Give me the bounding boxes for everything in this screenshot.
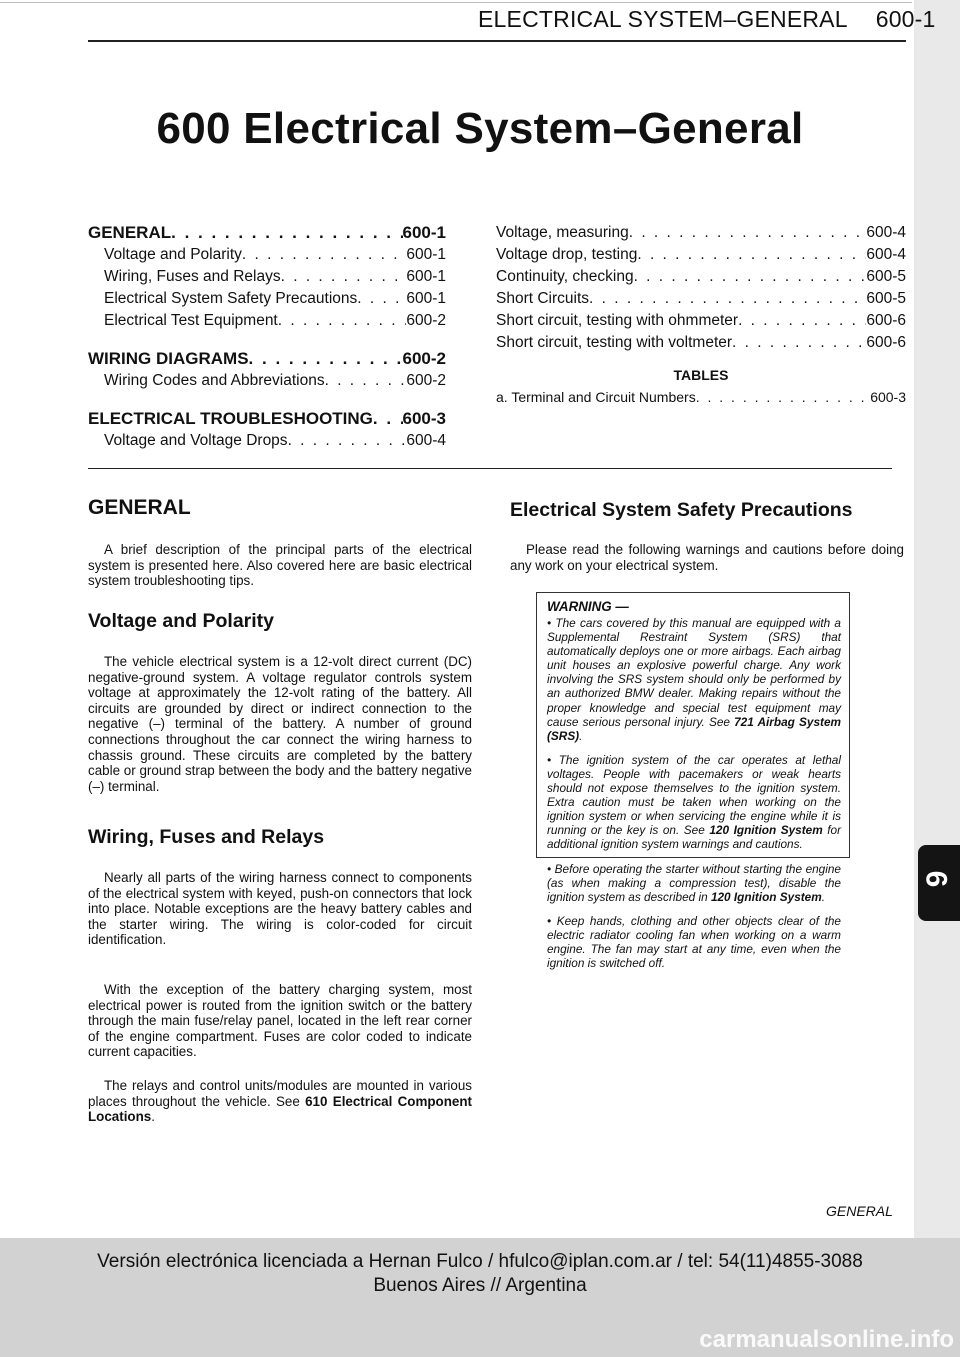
page-title: 600 Electrical System–General: [156, 104, 804, 153]
header-section: ELECTRICAL SYSTEM–GENERAL: [478, 6, 848, 32]
cross-reference[interactable]: 610 Electrical Component Locations: [88, 1093, 472, 1125]
section-heading-general: GENERAL: [88, 496, 191, 519]
top-hairline: [0, 2, 912, 3]
wiring-paragraph-3: The relays and control units/modules are mounted in various places throughout the vehicle. See 610 Electrical Component Locations.: [88, 1078, 472, 1125]
toc-table-entry[interactable]: a. Terminal and Circuit Numbers . . . 600-3: [496, 386, 906, 406]
header-page: 600-1: [875, 6, 936, 32]
warning-title: WARNING —: [547, 599, 629, 614]
warning-item: • Keep hands, clothing and other objects clear of the electric radiator cooling fan when working on a warm engine. The fan may start at any time, even when the ignition is switched off.: [547, 913, 841, 971]
toc-entry[interactable]: WIRING DIAGRAMS . . . 600-2: [88, 348, 446, 370]
chapter-tab-number: 6: [919, 870, 953, 888]
toc-right: [496, 222, 906, 406]
wiring-paragraph-2: With the exception of the battery charging system, most electrical power is routed from the ignition switch or the battery through the main fuse/relay panel, located in the left rear corner of the engine compartment. Fuses are color coded to indicate current capacities.: [88, 982, 472, 1060]
section-divider: [88, 468, 892, 469]
running-header: [478, 6, 936, 33]
general-paragraph: A brief description of the principal parts of the electrical system is presented here. Also covered here are basic electrical system troubleshooting tips.: [88, 542, 472, 589]
toc-entry[interactable]: Continuity, checking . . . 600-5: [496, 266, 906, 288]
toc-entry[interactable]: Electrical System Safety Precautions . . . 600-1: [88, 288, 446, 310]
toc-entry[interactable]: Wiring, Fuses and Relays . . . 600-1: [88, 266, 446, 288]
watermark: carmanualsonline.info: [699, 1326, 954, 1353]
warning-item: • The ignition system of the car operates at lethal voltages. People with pacemakers or weak hearts should not expose themselves to the ignition system. Extra caution must be taken when working on the ignition system or when servicing the engine while it is running or the key is on. See 120 Ignition System for additional ignition system warnings and cautions.: [547, 752, 842, 852]
toc-entry[interactable]: Wiring Codes and Abbreviations . . . 600-2: [88, 370, 446, 392]
warning-item: • The cars covered by this manual are equipped with a Supplemental Restraint System (SRS) that automatically deploys one or more airbags. Each airbag unit houses an explosive powerful charge. Any work involving the SRS system should only be performed by an authorized BMW dealer. Making repairs without the proper knowledge and special test equipment may cause serious personal injury. See 721 Airbag System (SRS).: [547, 616, 841, 743]
toc-entry[interactable]: Voltage and Voltage Drops . . . 600-4: [88, 430, 446, 452]
subheading-wiring-fuses-relays: Wiring, Fuses and Relays: [88, 826, 325, 848]
toc-entry[interactable]: Voltage, measuring . . . 600-4: [496, 222, 906, 244]
subheading-voltage-polarity: Voltage and Polarity: [88, 610, 275, 632]
toc-entry[interactable]: GENERAL . . . 600-1: [88, 222, 446, 244]
license-line-2: Buenos Aires // Argentina: [373, 1275, 587, 1296]
toc-entry[interactable]: Short circuit, testing with voltmeter . . . 600-6: [496, 332, 906, 354]
safety-paragraph: Please read the following warnings and cautions before doing any work on your electrical system.: [510, 542, 904, 573]
toc-entry[interactable]: Electrical Test Equipment . . . 600-2: [88, 310, 446, 332]
warning-box: [536, 592, 850, 971]
toc-entry[interactable]: ELECTRICAL TROUBLESHOOTING . . . 600-3: [88, 408, 446, 430]
section-heading-safety: Electrical System Safety Precautions: [510, 499, 853, 521]
footer-section-label: GENERAL: [826, 1203, 893, 1219]
toc-entry[interactable]: Short circuit, testing with ohmmeter . . . 600-6: [496, 310, 906, 332]
license-line-1: Versión electrónica licenciada a Hernan Fulco / hfulco@iplan.com.ar / tel: 54(11)4855-3088: [97, 1251, 863, 1272]
header-rule: [88, 40, 906, 42]
warning-item: • Before operating the starter without starting the engine (as when making a compression test), disable the ignition system as described in 120 Ignition System.: [547, 861, 841, 904]
tables-heading: TABLES: [673, 367, 729, 383]
toc-entry[interactable]: Voltage and Polarity . . . 600-1: [88, 244, 446, 266]
page-edge-strip: [914, 0, 960, 1357]
toc-entry[interactable]: Short Circuits . . . 600-5: [496, 288, 906, 310]
toc-entry[interactable]: Voltage drop, testing . . . 600-4: [496, 244, 906, 266]
voltage-paragraph: The vehicle electrical system is a 12-volt direct current (DC) negative-ground system. A voltage regulator controls system voltage at approximately the 12-volt rating of the battery. All circuits are grounded by direct or indirect connection to the negative (–) terminal of the battery. A number of ground connections throughout the car connect the wiring harness to chassis ground. These circuits are completed by the battery cable or ground strap between the body and the battery negative (–) terminal.: [88, 654, 472, 794]
wiring-paragraph-1: Nearly all parts of the wiring harness connect to components of the electrical system with keyed, push-on connectors that lock into place. Notable exceptions are the heavy battery cables and the starter wiring. The wiring is color-coded for circuit identification.: [88, 870, 472, 948]
toc-left: [88, 222, 446, 452]
